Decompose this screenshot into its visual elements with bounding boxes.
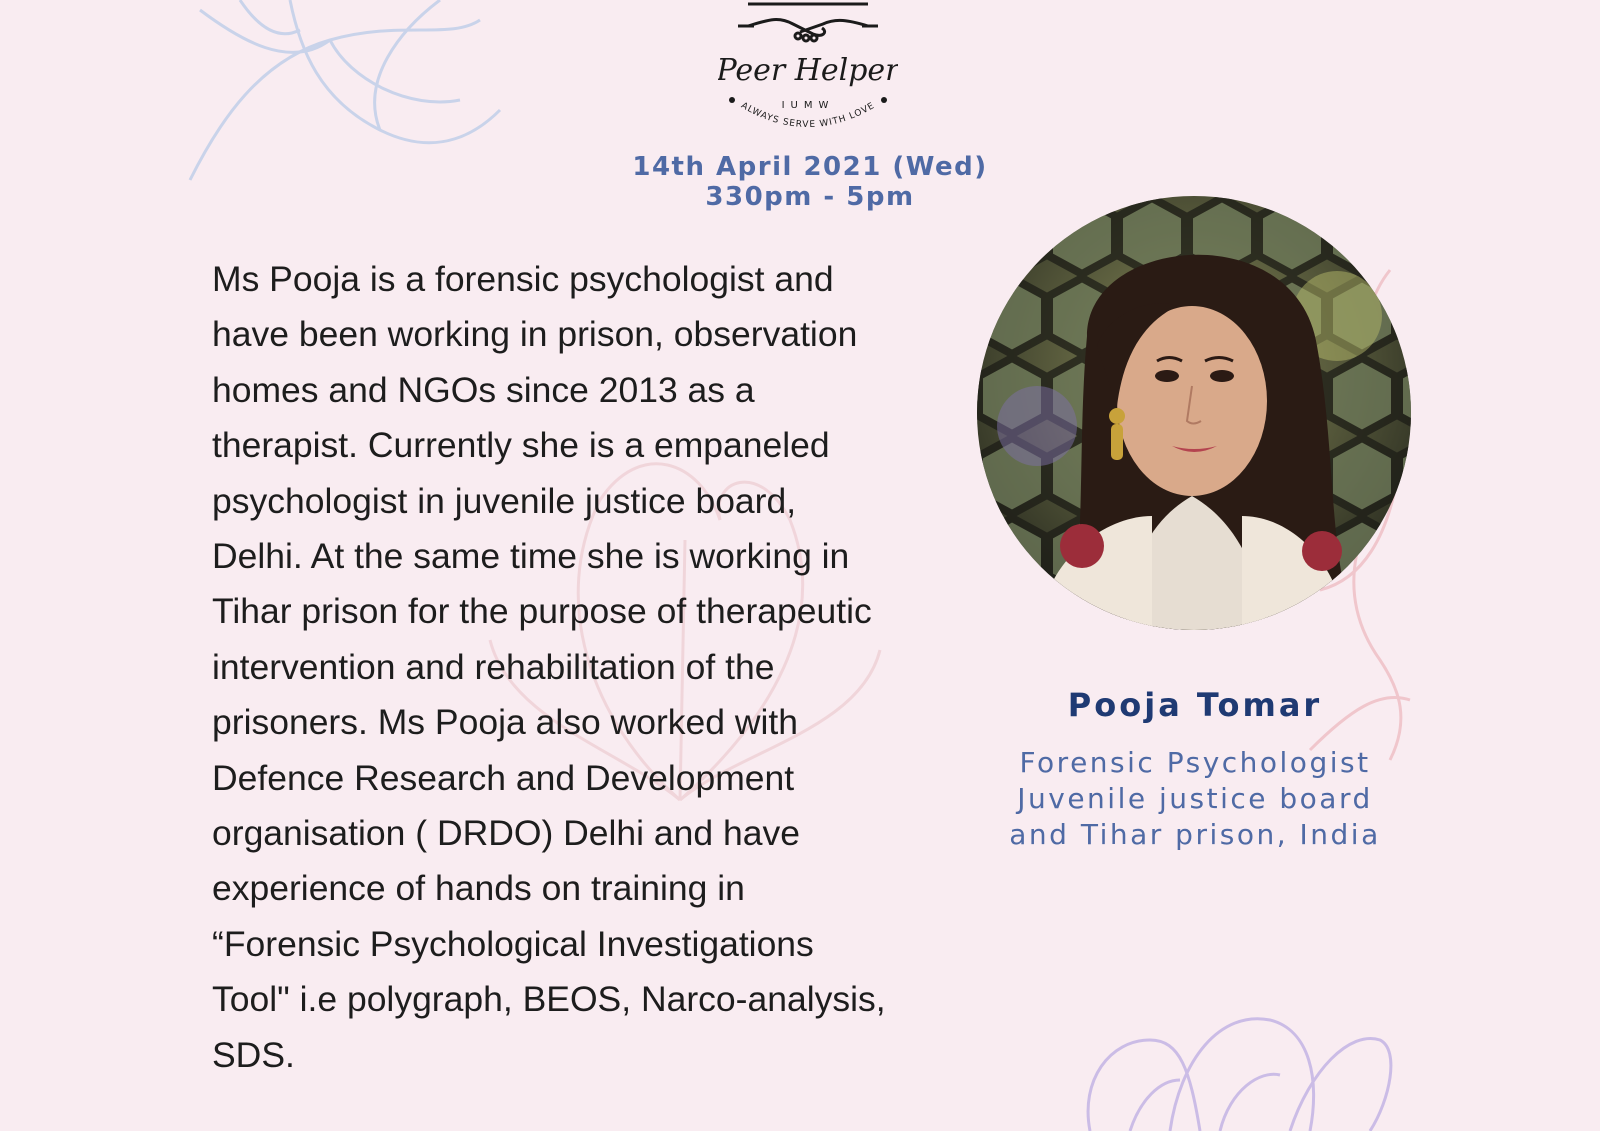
flower-outline-top-left (180, 0, 510, 200)
flower-outline-bottom (1070, 1000, 1400, 1131)
event-time: 330pm - 5pm (705, 182, 915, 212)
logo-subtitle: IUMW (781, 100, 835, 111)
bio-line: Ms Pooja is a forensic psychologist and (212, 259, 834, 299)
bio-line: psychologist in juvenile justice board, (212, 480, 797, 521)
speaker-role-line: Forensic Psychologist (1019, 746, 1371, 779)
bio-line: “Forensic Psychological Investigations (212, 923, 814, 964)
speaker-bio (212, 252, 972, 1083)
speaker-photo (977, 196, 1411, 630)
peer-helper-logo (718, 0, 898, 150)
bio-line: experience of hands on training in (212, 868, 745, 909)
logo-tagline: ALWAYS SERVE WITH LOVE (739, 100, 877, 131)
speaker-role-line: and Tihar prison, India (1009, 818, 1381, 851)
bio-line: organisation ( DRDO) Delhi and have (212, 813, 801, 854)
bio-line: homes and NGOs since 2013 as a (212, 369, 755, 410)
bio-line: Tihar prison for the purpose of therapeutic (212, 591, 872, 632)
handshake-icon (738, 4, 878, 41)
bio-line: prisoners. Ms Pooja also worked with (212, 702, 798, 743)
bio-line: SDS. (212, 1034, 295, 1075)
speaker-role-line: Juvenile justice board (1017, 782, 1373, 815)
speaker-role (990, 745, 1400, 853)
bio-line: therapist. Currently she is a empaneled (212, 425, 830, 466)
event-date: 14th April 2021 (Wed) (632, 152, 988, 182)
bio-line: Tool" i.e polygraph, BEOS, Narco-analysis, (212, 979, 886, 1020)
speaker-name: Pooja Tomar (1067, 686, 1323, 724)
bio-line: Defence Research and Development (212, 757, 795, 798)
bio-line: have been working in prison, observation (212, 314, 858, 355)
bio-line: intervention and rehabilitation of the (212, 646, 775, 687)
logo-title: Peer Helper (718, 53, 898, 88)
bio-line: Delhi. At the same time she is working in (212, 536, 850, 577)
